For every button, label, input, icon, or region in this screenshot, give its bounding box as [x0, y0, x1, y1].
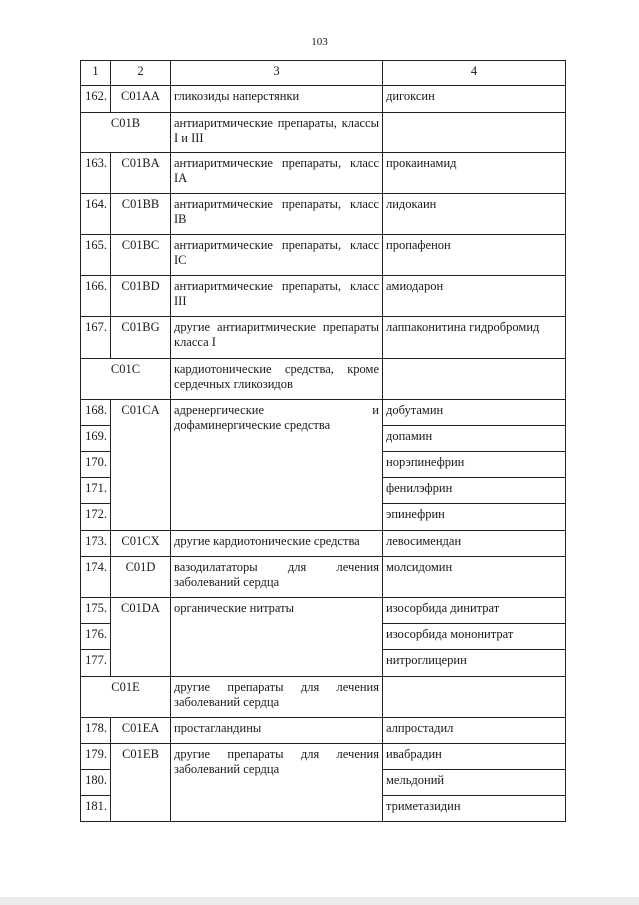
row-number: 163.: [81, 153, 111, 194]
row-number: 173.: [81, 531, 111, 557]
atc-code: C01EB: [111, 744, 171, 822]
drug-name: эпинефрин: [383, 504, 566, 531]
group-description: гликозиды наперстянки: [171, 86, 383, 113]
atc-code: C01CX: [111, 531, 171, 557]
group-description: антиаритмические препараты, класс IA: [171, 153, 383, 194]
group-description: другие препараты для лечения заболеваний сердца: [171, 744, 383, 822]
table-row: [81, 86, 566, 113]
drug-classification-table: [80, 60, 566, 822]
atc-code: C01BB: [111, 194, 171, 235]
table-row: [81, 276, 566, 317]
drug-name: ивабрадин: [383, 744, 566, 770]
column-header: 3: [171, 61, 383, 86]
atc-code: C01AA: [111, 86, 171, 113]
table-row: [81, 677, 566, 718]
group-description: органические нитраты: [171, 598, 383, 677]
drug-name: норэпинефрин: [383, 452, 566, 478]
group-description: антиаритмические препараты, класс III: [171, 276, 383, 317]
drug-name: нитроглицерин: [383, 650, 566, 677]
table-row: [81, 235, 566, 276]
row-number: 180.: [81, 770, 111, 796]
drug-name: [383, 677, 566, 718]
drug-name: триметазидин: [383, 796, 566, 822]
drug-name: амиодарон: [383, 276, 566, 317]
table-row: [81, 718, 566, 744]
row-number: 171.: [81, 478, 111, 504]
drug-name: лаппаконитина гидробромид: [383, 317, 566, 359]
table-row: [81, 400, 566, 426]
drug-name: добутамин: [383, 400, 566, 426]
scan-bottom-edge: [0, 897, 639, 905]
drug-name: левосимендан: [383, 531, 566, 557]
table-row: [81, 359, 566, 400]
atc-code: C01E: [81, 677, 171, 718]
drug-name: изосорбида мононитрат: [383, 624, 566, 650]
drug-name: мельдоний: [383, 770, 566, 796]
row-number: 168.: [81, 400, 111, 426]
drug-name: прокаинамид: [383, 153, 566, 194]
table-row: [81, 153, 566, 194]
row-number: 170.: [81, 452, 111, 478]
drug-name: алпростадил: [383, 718, 566, 744]
atc-code: C01D: [111, 557, 171, 598]
row-number: 179.: [81, 744, 111, 770]
row-number: 167.: [81, 317, 111, 359]
atc-code: C01DA: [111, 598, 171, 677]
atc-code: C01BC: [111, 235, 171, 276]
row-number: 162.: [81, 86, 111, 113]
row-number: 181.: [81, 796, 111, 822]
row-number: 172.: [81, 504, 111, 531]
table-row: [81, 744, 566, 770]
row-number: 178.: [81, 718, 111, 744]
atc-code: C01BD: [111, 276, 171, 317]
column-header: 4: [383, 61, 566, 86]
group-description: адренергические и дофаминергические средства: [171, 400, 383, 531]
row-number: 164.: [81, 194, 111, 235]
drug-name: [383, 359, 566, 400]
atc-code: C01CA: [111, 400, 171, 531]
table-row: [81, 113, 566, 153]
drug-name: допамин: [383, 426, 566, 452]
group-description: другие препараты для лечения заболеваний сердца: [171, 677, 383, 718]
drug-name: изосорбида динитрат: [383, 598, 566, 624]
atc-code: C01C: [81, 359, 171, 400]
group-description: вазодилататоры для лечения заболеваний сердца: [171, 557, 383, 598]
group-description: другие кардиотонические средства: [171, 531, 383, 557]
table-row: [81, 194, 566, 235]
group-description: антиаритмические препараты, класс IC: [171, 235, 383, 276]
table-row: [81, 317, 566, 359]
table-row: [81, 557, 566, 598]
atc-code: C01B: [81, 113, 171, 153]
drug-name: дигоксин: [383, 86, 566, 113]
drug-name: [383, 113, 566, 153]
group-description: другие антиаритмические препараты класса I: [171, 317, 383, 359]
atc-code: C01BG: [111, 317, 171, 359]
row-number: 174.: [81, 557, 111, 598]
atc-code: C01BA: [111, 153, 171, 194]
row-number: 165.: [81, 235, 111, 276]
row-number: 169.: [81, 426, 111, 452]
group-description: антиаритмические препараты, классы I и III: [171, 113, 383, 153]
group-description: простагландины: [171, 718, 383, 744]
drug-name: пропафенон: [383, 235, 566, 276]
table-header-row: [81, 61, 566, 86]
table-row: [81, 531, 566, 557]
drug-name: фенилэфрин: [383, 478, 566, 504]
page-number: 103: [311, 36, 328, 48]
column-header: 2: [111, 61, 171, 86]
group-description: кардиотонические средства, кроме сердечных гликозидов: [171, 359, 383, 400]
atc-code: C01EA: [111, 718, 171, 744]
drug-name: молсидомин: [383, 557, 566, 598]
column-header: 1: [81, 61, 111, 86]
row-number: 177.: [81, 650, 111, 677]
row-number: 175.: [81, 598, 111, 624]
row-number: 166.: [81, 276, 111, 317]
group-description: антиаритмические препараты, класс IB: [171, 194, 383, 235]
row-number: 176.: [81, 624, 111, 650]
drug-name: лидокаин: [383, 194, 566, 235]
table-row: [81, 598, 566, 624]
